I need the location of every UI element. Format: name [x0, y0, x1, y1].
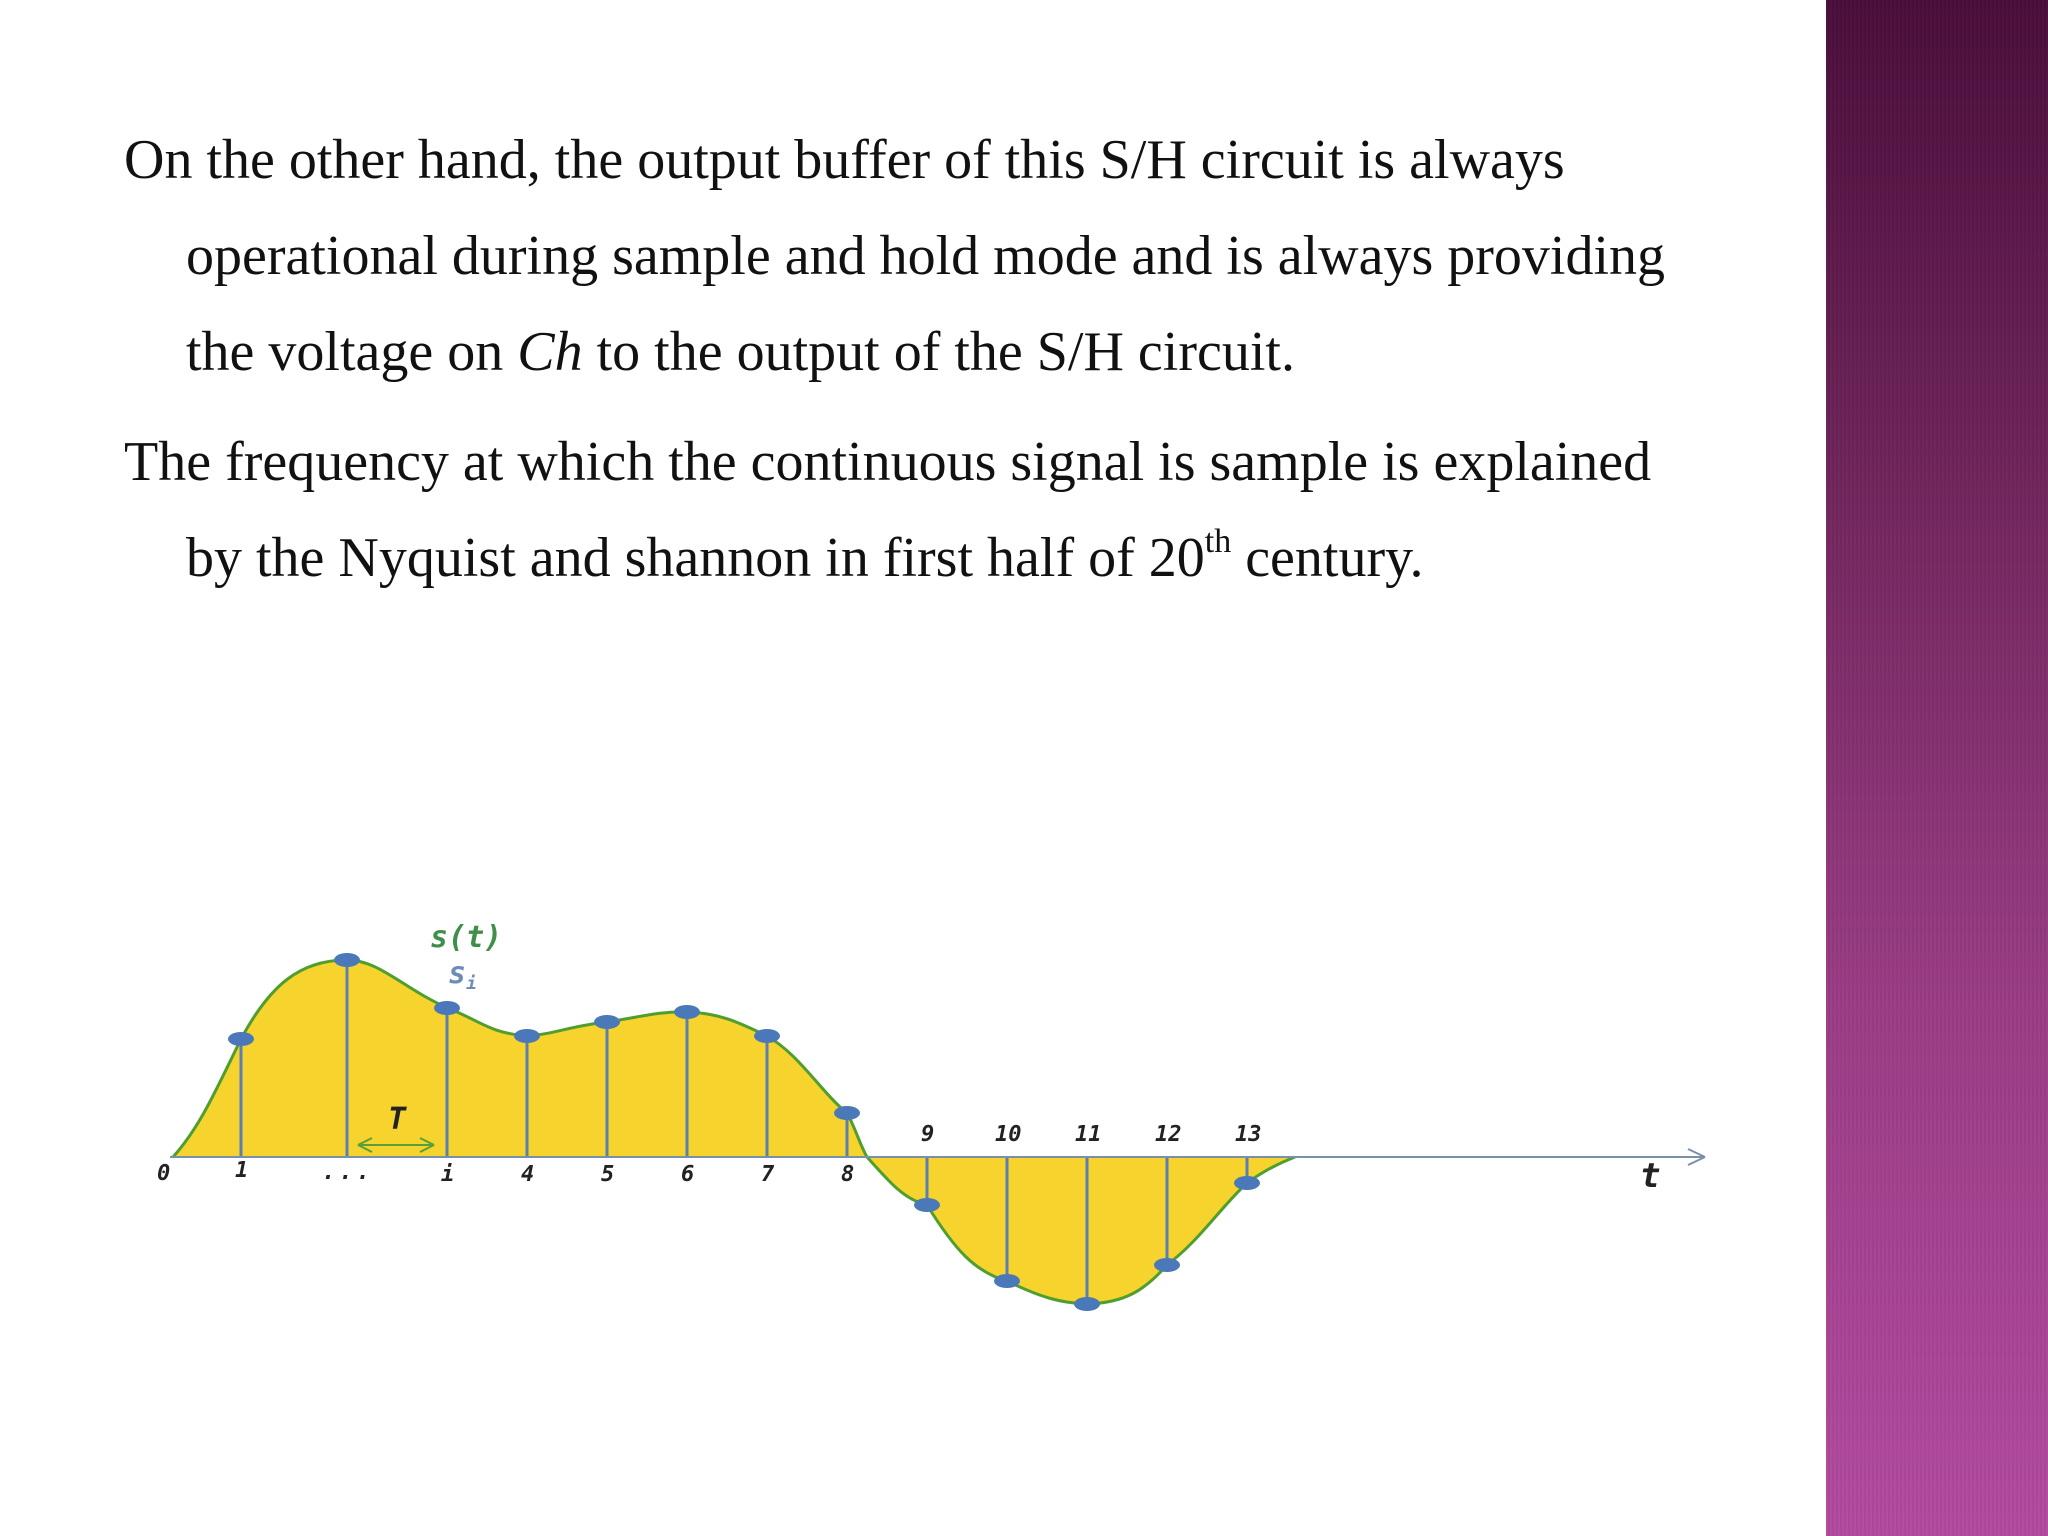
sample-point [334, 953, 360, 967]
paragraph-nyquist-frequency [124, 414, 1764, 606]
paragraph-1-line-3-end: to the output of the S/H circuit. [582, 321, 1295, 383]
sample-label-subscript: i [466, 973, 477, 994]
tick-label: 13 [1235, 1122, 1262, 1147]
paragraph-2-line-2-end: century. [1231, 527, 1424, 589]
paragraph-2-line-2 [124, 510, 1764, 606]
sample-point [914, 1198, 940, 1212]
sample-point [994, 1274, 1020, 1288]
sample-point [228, 1032, 254, 1046]
sample-point [754, 1029, 780, 1043]
signal-label: s(t) [430, 920, 503, 955]
sample-label [448, 956, 477, 994]
sample-point [514, 1029, 540, 1043]
tick-label: 7 [761, 1162, 775, 1187]
paragraph-1-line-3 [124, 304, 1764, 400]
paragraph-2-line-1: The frequency at which the continuous signal is sample is explained [124, 431, 1652, 493]
tick-label: 9 [921, 1122, 935, 1147]
period-label: T [388, 1102, 407, 1137]
ellipsis-label: ... [322, 1160, 374, 1185]
decorative-side-band [1826, 0, 2048, 1536]
sample-point [834, 1106, 860, 1120]
axis-t-label: t [1640, 1156, 1661, 1196]
sample-point [1154, 1258, 1180, 1272]
tick-label: 8 [841, 1162, 855, 1187]
tick-label: 4 [521, 1162, 535, 1187]
sample-label-s: s [448, 956, 467, 991]
tick-label: 1 [235, 1158, 249, 1183]
origin-label: 0 [157, 1161, 171, 1186]
tick-label: 12 [1155, 1122, 1182, 1147]
tick-label: 6 [681, 1162, 695, 1187]
paragraph-1-line-2: operational during sample and hold mode and is always providing [186, 225, 1666, 287]
paragraph-1-line-3-start: the voltage on [186, 321, 518, 383]
ordinal-suffix: th [1204, 523, 1232, 561]
sampled-signal-diagram [150, 905, 1720, 1405]
sample-point [594, 1015, 620, 1029]
sample-point [1074, 1297, 1100, 1311]
sample-point [1234, 1176, 1260, 1190]
negative-area-fill [867, 1157, 1295, 1304]
paragraph-sample-hold-buffer [124, 112, 1764, 400]
paragraph-1-line-1: On the other hand, the output buffer of this S/H circuit is always [124, 129, 1565, 191]
paragraph-2-line-2-start: by the Nyquist and shannon in first half of 20 [186, 527, 1205, 589]
tick-label: 5 [601, 1162, 615, 1187]
sample-point [434, 1001, 460, 1015]
sample-point [674, 1005, 700, 1019]
tick-label: 10 [995, 1122, 1022, 1147]
capacitor-ch-term: Ch [517, 321, 583, 383]
tick-label: 11 [1075, 1122, 1102, 1147]
tick-label: i [441, 1162, 455, 1187]
